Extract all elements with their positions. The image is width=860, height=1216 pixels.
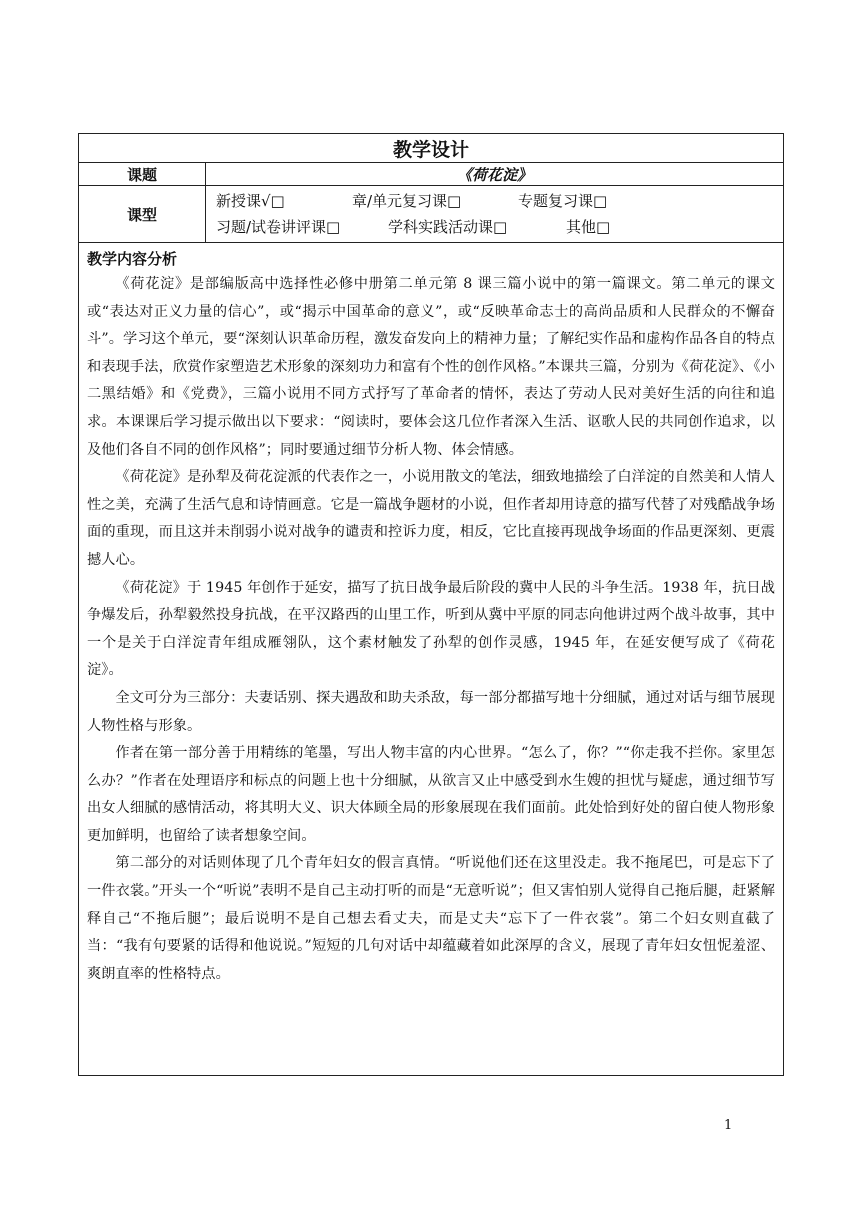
type-option-exercise-review: 习题/试卷讲评课□ [216,218,341,236]
type-options-row-1 [216,188,783,214]
title-row [79,134,784,163]
topic-row [79,163,784,186]
type-option-other: 其他□ [566,218,611,236]
type-option-unit-review: 章/单元复习课□ [352,192,462,210]
type-options-row-2 [216,214,783,240]
teaching-design-table [78,133,784,1076]
paragraph-5: 作者在第一部分善于用精练的笔墨，写出人物丰富的内心世界。“怎么了，你？”“你走我不拦你。家里怎么办？”作者在处理语序和标点的问题上也十分细腻，从欲言又止中感受到水生嫂的担忧与疑虑，通过细节写出女人细腻的感情活动，将其明大义、识大体顾全局的形象展现在我们面前。此处恰到好处的留白使人物形象更加鲜明，也留给了读者想象空间。 [87,745,776,844]
topic-value: 《荷花淀》 [206,163,784,186]
type-option-topic-review: 专题复习课□ [518,192,608,210]
paragraph-2: 《荷花淀》是孙犁及荷花淀派的代表作之一，小说用散文的笔法，细致地描绘了白洋淀的自然美和人情人性之美，充满了生活气息和诗情画意。它是一篇战争题材的小说，但作者却用诗意的描写代替了对残酷战争场面的重现，而且这并未削弱小说对战争的谴责和控诉力度，相反，它比直接再现战争场面的作品更深刻、更震撼人心。 [87,469,776,568]
type-option-new-lesson: 新授课√□ [216,192,285,210]
topic-label: 课题 [79,163,206,186]
type-option-practice-activity: 学科实践活动课□ [388,218,508,236]
paragraph-6: 第二部分的对话则体现了几个青年妇女的假言真情。“听说他们还在这里没走。我不拖尾巴，可是忘下了一件衣裳。”开头一个“听说”表明不是自己主动打听的而是“无意听说”；但又害怕别人觉得自己拖后腿，赶紧解释自己“不拖后腿”；最后说明不是自己想去看丈夫，而是丈夫“忘下了一件衣裳”。第二个妇女则直截了当：“我有句要紧的话得和他说说。”短短的几句对话中却蕴藏着如此深厚的含义，展现了青年妇女忸怩羞涩、爽朗直率的性格特点。 [87,855,776,982]
content-analysis-heading: 教学内容分析 [87,250,178,268]
type-options [206,186,784,243]
content-analysis-cell [79,243,784,1076]
paragraph-3: 《荷花淀》于 1945 年创作于延安，描写了抗日战争最后阶段的冀中人民的斗争生活。1938 年，抗日战争爆发后，孙犁毅然投身抗战，在平汉路西的山里工作，听到从冀中平原的同志向他讲过两个战斗故事，其中一个是关于白洋淀青年组成雁翎队，这个素材触发了孙犁的创作灵感，1945 年，在延安便写成了《荷花淀》。 [87,579,776,679]
paragraph-4: 全文可分为三部分：夫妻话别、探夫遇敌和助夫杀敌，每一部分都描写地十分细腻，通过对话与细节展现人物性格与形象。 [87,689,776,734]
table-title: 教学设计 [79,134,784,163]
page-number: 1 [724,1118,733,1133]
type-label: 课型 [79,186,206,243]
paragraph-1: 《荷花淀》是部编版高中选择性必修中册第二单元第 8 课三篇小说中的第一篇课文。第二单元的课文或“表达对正义力量的信心”，或“揭示中国革命的意义”，或“反映革命志士的高尚品质和人民群众的不懈奋斗”。学习这个单元，要“深刻认识革命历程，激发奋发向上的精神力量；了解纪实作品和虚构作品各自的特点和表现手法，欣赏作家塑造艺术形象的深刻功力和富有个性的创作风格。”本课共三篇，分别为《荷花淀》、《小二黑结婚》和《党费》，三篇小说用不同方式抒写了革命者的情怀，表达了劳动人民对美好生活的向往和追求。本课课后学习提示做出以下要求：“阅读时，要体会这几位作者深入生活、讴歌人民的共同创作追求，以及他们各自不同的创作风格”；同时要通过细节分析人物、体会情感。 [87,276,776,458]
type-row [79,186,784,243]
content-row [79,243,784,1076]
